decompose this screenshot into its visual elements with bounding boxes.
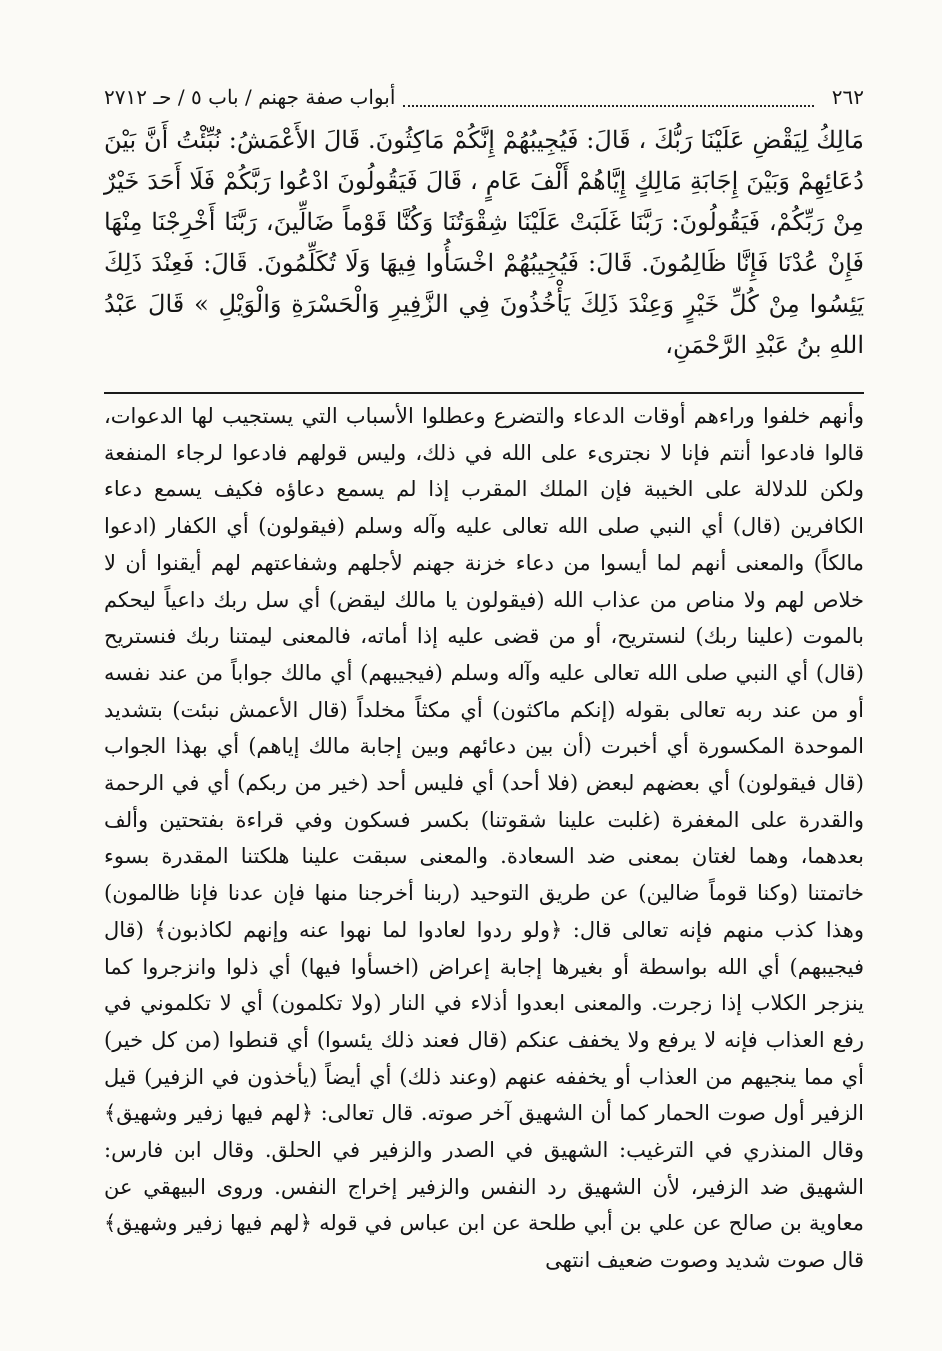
dotted-leader (403, 87, 813, 107)
chapter-title: أبواب صفة جهنم / باب ٥ / حـ ٢٧١٢ (104, 85, 396, 109)
running-header (104, 80, 864, 114)
hadith-text: مَالِكُ لِيَقْضِ عَلَيْنَا رَبُّكَ ، قَالَ: فَيُجِيبُهُمْ إِنَّكُمْ مَاكِثُونَ. قَالَ الأَعْمَشُ: نُبِّئْتُ أَنَّ بَيْنَ دُعَائِهِمْ وَبَيْنَ إِجَابَةِ مَالِكٍ إِيَّاهُمْ أَلْفَ عَامٍ ، قَالَ فَيَقُولُونَ ادْعُوا رَبَّكُمْ فَلَا أَحَدَ خَيْرٌ مِنْ رَبِّكُمْ، فَيَقُولُونَ: رَبَّنَا غَلَبَتْ عَلَيْنَا شِقْوَتُنَا وَكُنَّا قَوْماً ضَالِّينَ، رَبَّنَا أَخْرِجْنَا مِنْهَا فَإِنْ عُدْنَا فَإِنَّا ظَالِمُونَ. قَالَ: فَيُجِيبُهُمْ اخْسَأُوا فِيهَا وَلَا تُكَلِّمُونَ. قَالَ: فَعِنْدَ ذَلِكَ يَئِسُوا مِنْ كُلِّ خَيْرٍ وَعِنْدَ ذَلِكَ يَأْخُذُونَ فِي الزَّفِيرِ وَالْحَسْرَةِ وَالْوَيْلِ » قَالَ عَبْدُ اللهِ بنُ عَبْدِ الرَّحْمَنِ، (104, 126, 864, 359)
commentary-paragraph: وأنهم خلفوا وراءهم أوقات الدعاء والتضرع وعطلوا الأسباب التي يستجيب لها الدعوات، قالوا فادعوا أنتم فإنا لا نجترىء على الله في ذلك، وليس قولهم فادعوا لرجاء المنفعة ولكن للدلالة على الخيبة فإن الملك المقرب إذا لم يسمع دعاؤه فكيف يسمع دعاء الكافرين (قال) أي النبي صلى الله تعالى عليه وآله وسلم (فيقولون) أي الكفار (ادعوا مالكاً) والمعنى أنهم لما أيسوا من دعاء خزنة جهنم لأجلهم وشفاعتهم لهم أيقنوا أن لا خلاص لهم ولا مناص من عذاب الله (فيقولون يا مالك ليقض) أي سل ربك داعياً ليحكم بالموت (علينا ربك) لنستريح، أو من قضى عليه إذا أماته، فالمعنى ليمتنا ربك فنستريح (قال) أي النبي صلى الله تعالى عليه وآله وسلم (فيجيبهم) أي مالك جواباً من عند نفسه أو من عند ربه تعالى بقوله (إنكم ماكثون) أي مكثاً مخلداً (قال الأعمش نبئت) بتشديد الموحدة المكسورة أي أخبرت (أن بين دعائهم وبين إجابة مالك إياهم) أي بهذا الجواب (قال فيقولون) أي بعضهم لبعض (فلا أحد) أي فليس أحد (خير من ربكم) أي في الرحمة والقدرة على المغفرة (غلبت علينا شقوتنا) بكسر فسكون وفي قراءة بفتحتين وألف بعدهما، وهما لغتان بمعنى ضد السعادة. والمعنى سبقت علينا هلكتنا المقدرة بسوء خاتمتنا (وكنا قوماً ضالين) عن طريق التوحيد (ربنا أخرجنا منها فإن عدنا فإنا ظالمون) وهذا كذب منهم فإنه تعالى قال: ﴿ولو ردوا لعادوا لما نهوا عنه وإنهم لكاذبون﴾ (قال فيجيبهم) أي الله بواسطة أو بغيرها إجابة إعراض (اخسأوا فيها) أي ذلوا وانزجروا كما ينزجر الكلاب إذا زجرت. والمعنى ابعدوا أذلاء في النار (ولا تكلمون) أي لا تكلموني في رفع العذاب فإنه لا يرفع ولا يخفف عنكم (قال فعند ذلك يئسوا) أي قنطوا (من كل خير) أي مما ينجيهم من العذاب أو يخففه عنهم (وعند ذلك) أي أيضاً (يأخذون في الزفير) قيل الزفير أول صوت الحمار كما أن الشهيق آخر صوته. قال تعالى: ﴿لهم فيها زفير وشهيق﴾ وقال المنذري في الترغيب: الشهيق في الصدر والزفير في الحلق. وقال ابن فارس: الشهيق ضد الزفير، لأن الشهيق رد النفس والزفير إخراج النفس. وروى البيهقي عن معاوية بن صالح عن علي بن أبي طلحة عن ابن عباس في قوله ﴿لهم فيها زفير وشهيق﴾ قال صوت شديد وصوت ضعيف انتهى (104, 404, 865, 1273)
page-number: ٢٦٢ (831, 85, 864, 109)
separator-rule (104, 392, 864, 394)
commentary-block (104, 398, 864, 1279)
